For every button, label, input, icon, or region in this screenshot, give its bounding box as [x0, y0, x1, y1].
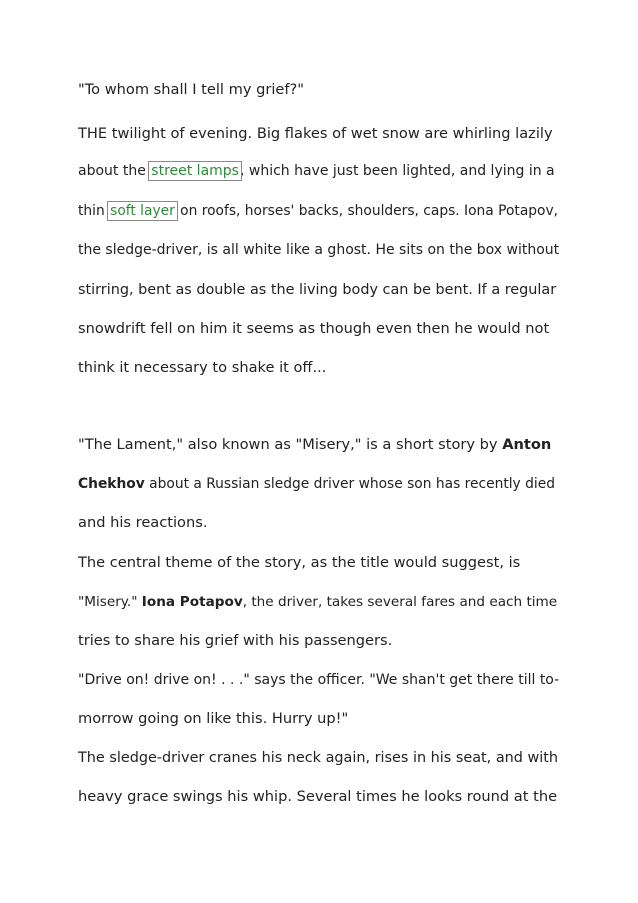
text-line: [78, 632, 392, 650]
text-line: [78, 554, 520, 572]
line-text: the sledge-driver, is all white like a ghost. He sits on the box without: [78, 242, 560, 258]
text-line: [78, 81, 304, 99]
text-line: [78, 514, 207, 532]
line-text: snowdrift fell on him it seems as though even then he would not: [78, 320, 550, 337]
text-line: [78, 475, 555, 493]
line-text: on roofs, horses' backs, shoulders, caps. Iona Potapov,: [175, 203, 559, 219]
text-line: [78, 162, 555, 180]
line-text: thin: [78, 203, 110, 219]
line-text: , which have just been lighted, and lying in a: [239, 163, 555, 179]
line-text: about a Russian sledge driver whose son has recently died: [144, 476, 555, 492]
line-text: tries to share his grief with his passengers.: [78, 632, 393, 649]
highlighted-term[interactable]: street lamps: [151, 163, 239, 179]
text-line: [78, 788, 557, 806]
text-line: [78, 593, 557, 611]
text-line: [78, 320, 549, 338]
line-text: about the: [78, 163, 151, 179]
text-line: [78, 671, 559, 689]
bold-text: Chekhov: [78, 476, 145, 492]
text-line: [78, 241, 559, 259]
line-text: "Drive on! drive on! . . ." says the officer. "We shan't get there till to-: [78, 672, 560, 688]
text-line: [78, 749, 558, 767]
line-text: "To whom shall I tell my grief?": [78, 81, 305, 98]
text-line: [78, 281, 556, 299]
line-text: THE twilight of evening. Big flakes of wet snow are whirling lazily: [78, 125, 553, 142]
line-text: , the driver, takes several fares and each time: [242, 594, 558, 610]
line-text: "The Lament," also known as "Misery," is a short story by: [78, 436, 503, 453]
line-text: stirring, bent as double as the living body can be bent. If a regular: [78, 282, 557, 298]
text-line: [78, 202, 558, 220]
bold-text: Anton: [502, 436, 552, 453]
line-text: morrow going on like this. Hurry up!": [78, 710, 349, 727]
line-text: The central theme of the story, as the title would suggest, is: [78, 554, 521, 571]
line-text: think it necessary to shake it off...: [78, 359, 327, 376]
line-text: "Misery.": [78, 594, 142, 610]
highlighted-term[interactable]: soft layer: [110, 203, 175, 219]
text-line: [78, 710, 348, 728]
text-line: [78, 436, 551, 454]
text-line: [78, 359, 326, 377]
line-text: heavy grace swings his whip. Several times he looks round at the: [78, 788, 558, 805]
bold-text: Iona Potapov: [141, 594, 243, 610]
line-text: and his reactions.: [78, 514, 208, 531]
line-text: The sledge-driver cranes his neck again, rises in his seat, and with: [78, 750, 558, 766]
text-line: [78, 125, 553, 143]
